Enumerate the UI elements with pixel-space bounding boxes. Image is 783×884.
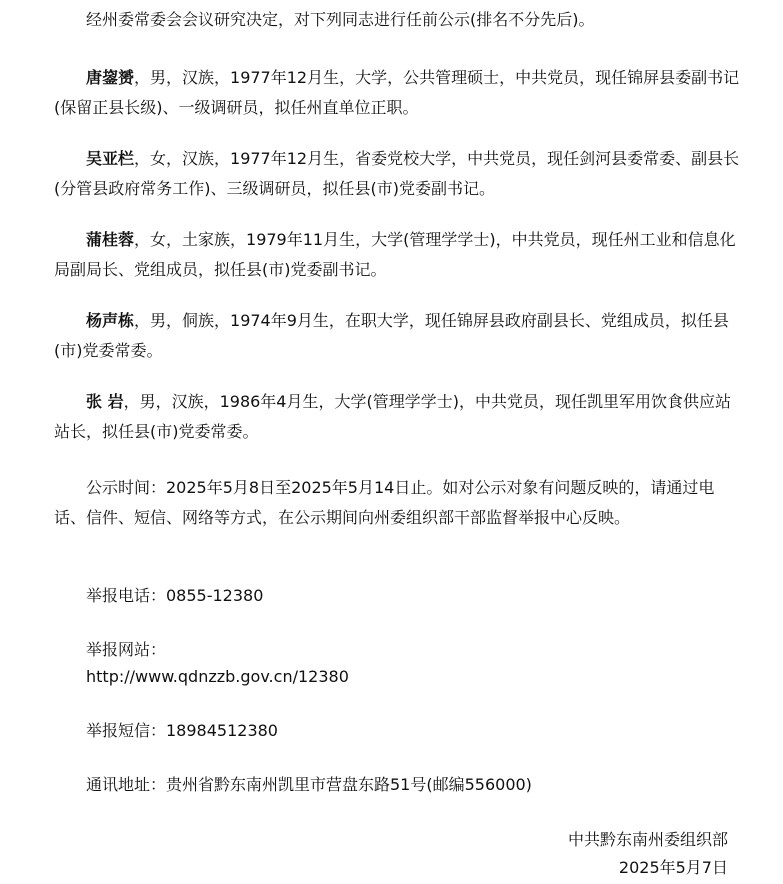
person-entry-1 [54,63,744,123]
person-entry-5 [54,387,744,447]
person-entry-3 [54,225,744,285]
person-details: ，女，汉族，1977年12月生，省委党校大学，中共党员，现任剑河县委常委、副县长(分管县政府常务工作)、三级调研员，拟任县(市)党委副书记。 [54,149,740,198]
mailing-address: 通讯地址：贵州省黔东南州凯里市营盘东路51号(邮编556000) [86,775,532,794]
report-sms: 举报短信：18984512380 [86,721,278,740]
person-details: ，男，汉族，1977年12月生，大学，公共管理硕士，中共党员，现任锦屏县委副书记(保留正县长级)、一级调研员，拟任州直单位正职。 [54,68,740,117]
report-phone: 举报电话：0855-12380 [86,586,264,605]
person-entry-4 [54,306,744,366]
person-details: ，男，侗族，1974年9月生，在职大学，现任锦屏县政府副县长、党组成员，拟任县(市)党委常委。 [54,311,729,360]
signature-org: 中共黔东南州委组织部 [567,830,728,849]
report-website-url[interactable]: http://www.qdnzzb.gov.cn/12380 [86,667,349,686]
intro-paragraph: 经州委常委会会议研究决定，对下列同志进行任前公示(排名不分先后)。 [86,10,595,29]
person-name: 杨声栋 [86,311,135,330]
person-details: ，男，汉族，1986年4月生，大学(管理学学士)，中共党员，现任凯里军用饮食供应站站长，拟任县(市)党委常委。 [54,392,731,441]
person-name: 蒲桂蓉 [86,230,135,249]
person-name: 张 岩 [86,392,124,411]
person-details: ，女，土家族，1979年11月生，大学(管理学学士)，中共党员，现任州工业和信息化局副局长、党组成员，拟任县(市)党委副书记。 [54,230,736,279]
person-entry-2 [54,144,744,204]
person-name: 吴亚栏 [86,149,135,168]
person-name: 唐鋆赟 [86,68,135,87]
report-website-label: 举报网站： [86,640,167,659]
signature-date: 2025年5月7日 [618,858,728,877]
notice-paragraph: 公示时间：2025年5月8日至2025年5月14日止。如对公示对象有问题反映的，请通过电话、信件、短信、网络等方式，在公示期间向州委组织部干部监督举报中心反映。 [54,478,715,527]
